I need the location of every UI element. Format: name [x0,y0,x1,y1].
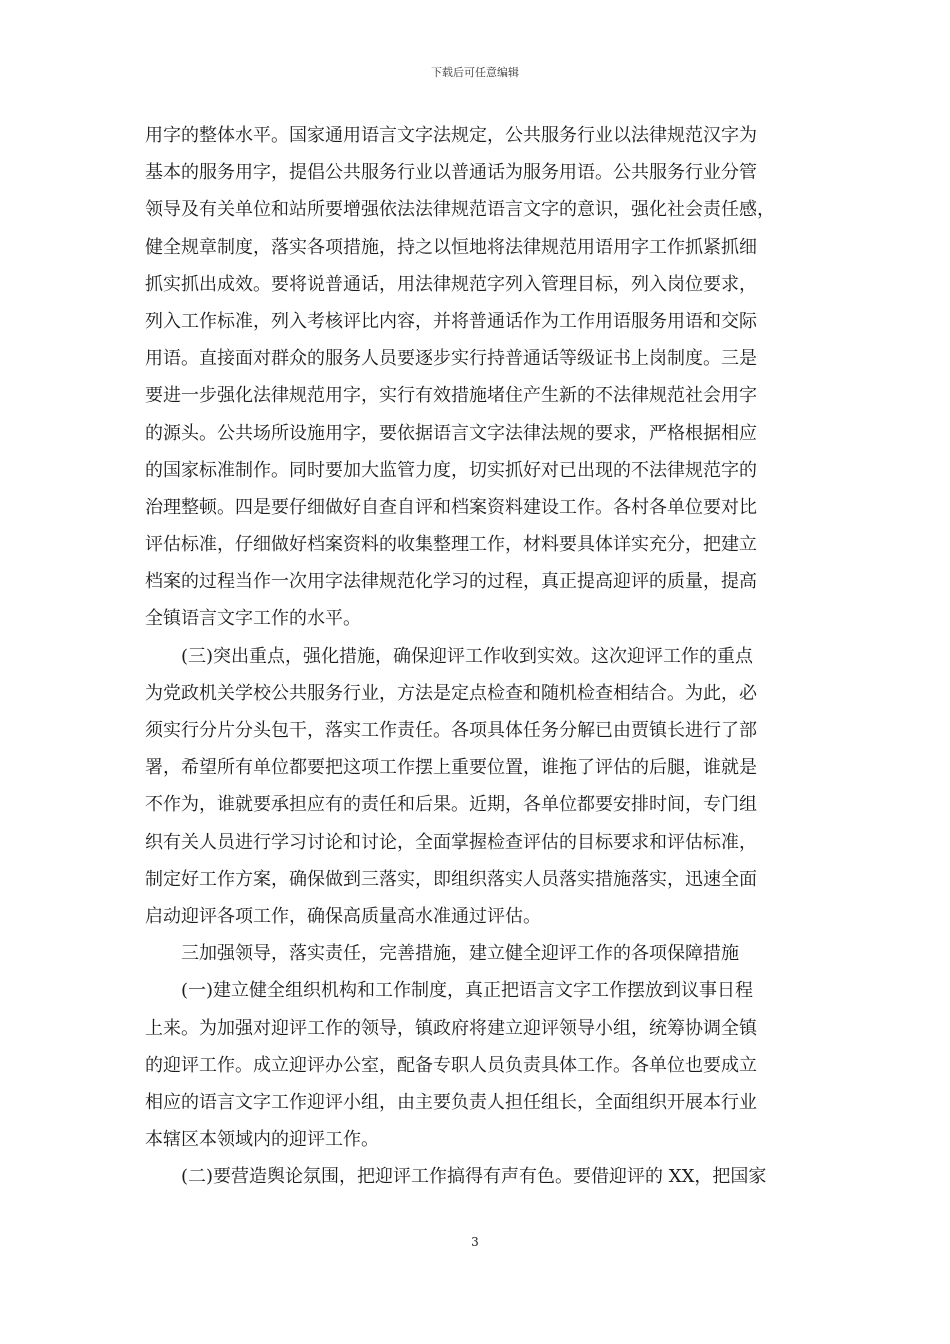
text-line: 须实行分片分头包干，落实工作责任。各项具体任务分解已由贾镇长进行了部 [145,720,757,741]
paragraph-start-line: (二)要营造舆论氛围，把迎评工作搞得有声有色。要借迎评的 XX，把国家 [181,1166,767,1188]
text-line: 上来。为加强对迎评工作的领导，镇政府将建立迎评领导小组，统筹协调全镇 [145,1017,757,1039]
text-line: 启动迎评各项工作，确保高质量高水准通过评估。 [145,905,541,927]
text-line: 的国家标准制作。同时要加大监管力度，切实抓好对已出现的不法律规范字的 [145,459,757,481]
text-line: 为党政机关学校公共服务行业，方法是定点检查和随机检查相结合。为此，必 [145,682,757,704]
text-line: 要进一步强化法律规范用字，实行有效措施堵住产生新的不法律规范社会用字 [145,385,757,407]
paragraph-start-line: (三)突出重点，强化措施，确保迎评工作收到实效。这次迎评工作的重点 [181,645,754,667]
text-line: 用字的整体水平。国家通用语言文字法规定，公共服务行业以法律规范汉字为 [145,125,757,146]
text-line: 署，希望所有单位都要把这项工作摆上重要位置，谁拖了评估的后腿，谁就是 [145,757,757,779]
text-line: 织有关人员进行学习讨论和讨论，全面掌握检查评估的目标要求和评估标准， [145,831,757,853]
text-line: 评估标准，仔细做好档案资料的收集整理工作，材料要具体详实充分，把建立 [145,534,757,556]
text-line: 领导及有关单位和站所要增强依法法律规范语言文字的意识，强化社会责任感， [145,199,775,221]
section-heading: 三加强领导，落实责任，完善措施，建立健全迎评工作的各项保障措施 [181,943,739,965]
text-line: 本辖区本领域内的迎评工作。 [145,1129,379,1151]
text-line: 相应的语言文字工作迎评小组，由主要负责人担任组长，全面组织开展本行业 [145,1091,757,1113]
page-number: 3 [471,1235,479,1249]
text-line: 档案的过程当作一次用字法律规范化学习的过程，真正提高迎评的质量，提高 [145,571,757,593]
text-line: 全镇语言文字工作的水平。 [145,608,361,630]
document-body [145,117,817,1195]
text-line: 抓实抓出成效。要将说普通话，用法律规范字列入管理目标，列入岗位要求， [145,273,757,295]
text-line: 用语。直接面对群众的服务人员要逐步实行持普通话等级证书上岗制度。三是 [145,348,757,370]
text-line: 治理整顿。四是要仔细做好自查自评和档案资料建设工作。各村各单位要对比 [145,496,757,518]
text-line: 列入工作标准，列入考核评比内容，并将普通话作为工作用语服务用语和交际 [145,310,757,332]
text-line: 的源头。公共场所设施用字，要依据语言文字法律法规的要求，严格根据相应 [145,422,757,444]
text-line: 制定好工作方案，确保做到三落实，即组织落实人员落实措施落实，迅速全面 [145,868,757,890]
page-header: 下载后可任意编辑 [431,66,519,79]
text-line: 基本的服务用字，提倡公共服务行业以普通话为服务用语。公共服务行业分管 [145,162,757,184]
text-line: 健全规章制度，落实各项措施，持之以恒地将法律规范用语用字工作抓紧抓细 [145,236,757,258]
text-line: 的迎评工作。成立迎评办公室，配备专职人员负责具体工作。各单位也要成立 [145,1054,757,1076]
paragraph-start-line: (一)建立健全组织机构和工作制度，真正把语言文字工作摆放到议事日程 [181,980,754,1002]
text-line: 不作为，谁就要承担应有的责任和后果。近期，各单位都要安排时间，专门组 [145,794,757,816]
